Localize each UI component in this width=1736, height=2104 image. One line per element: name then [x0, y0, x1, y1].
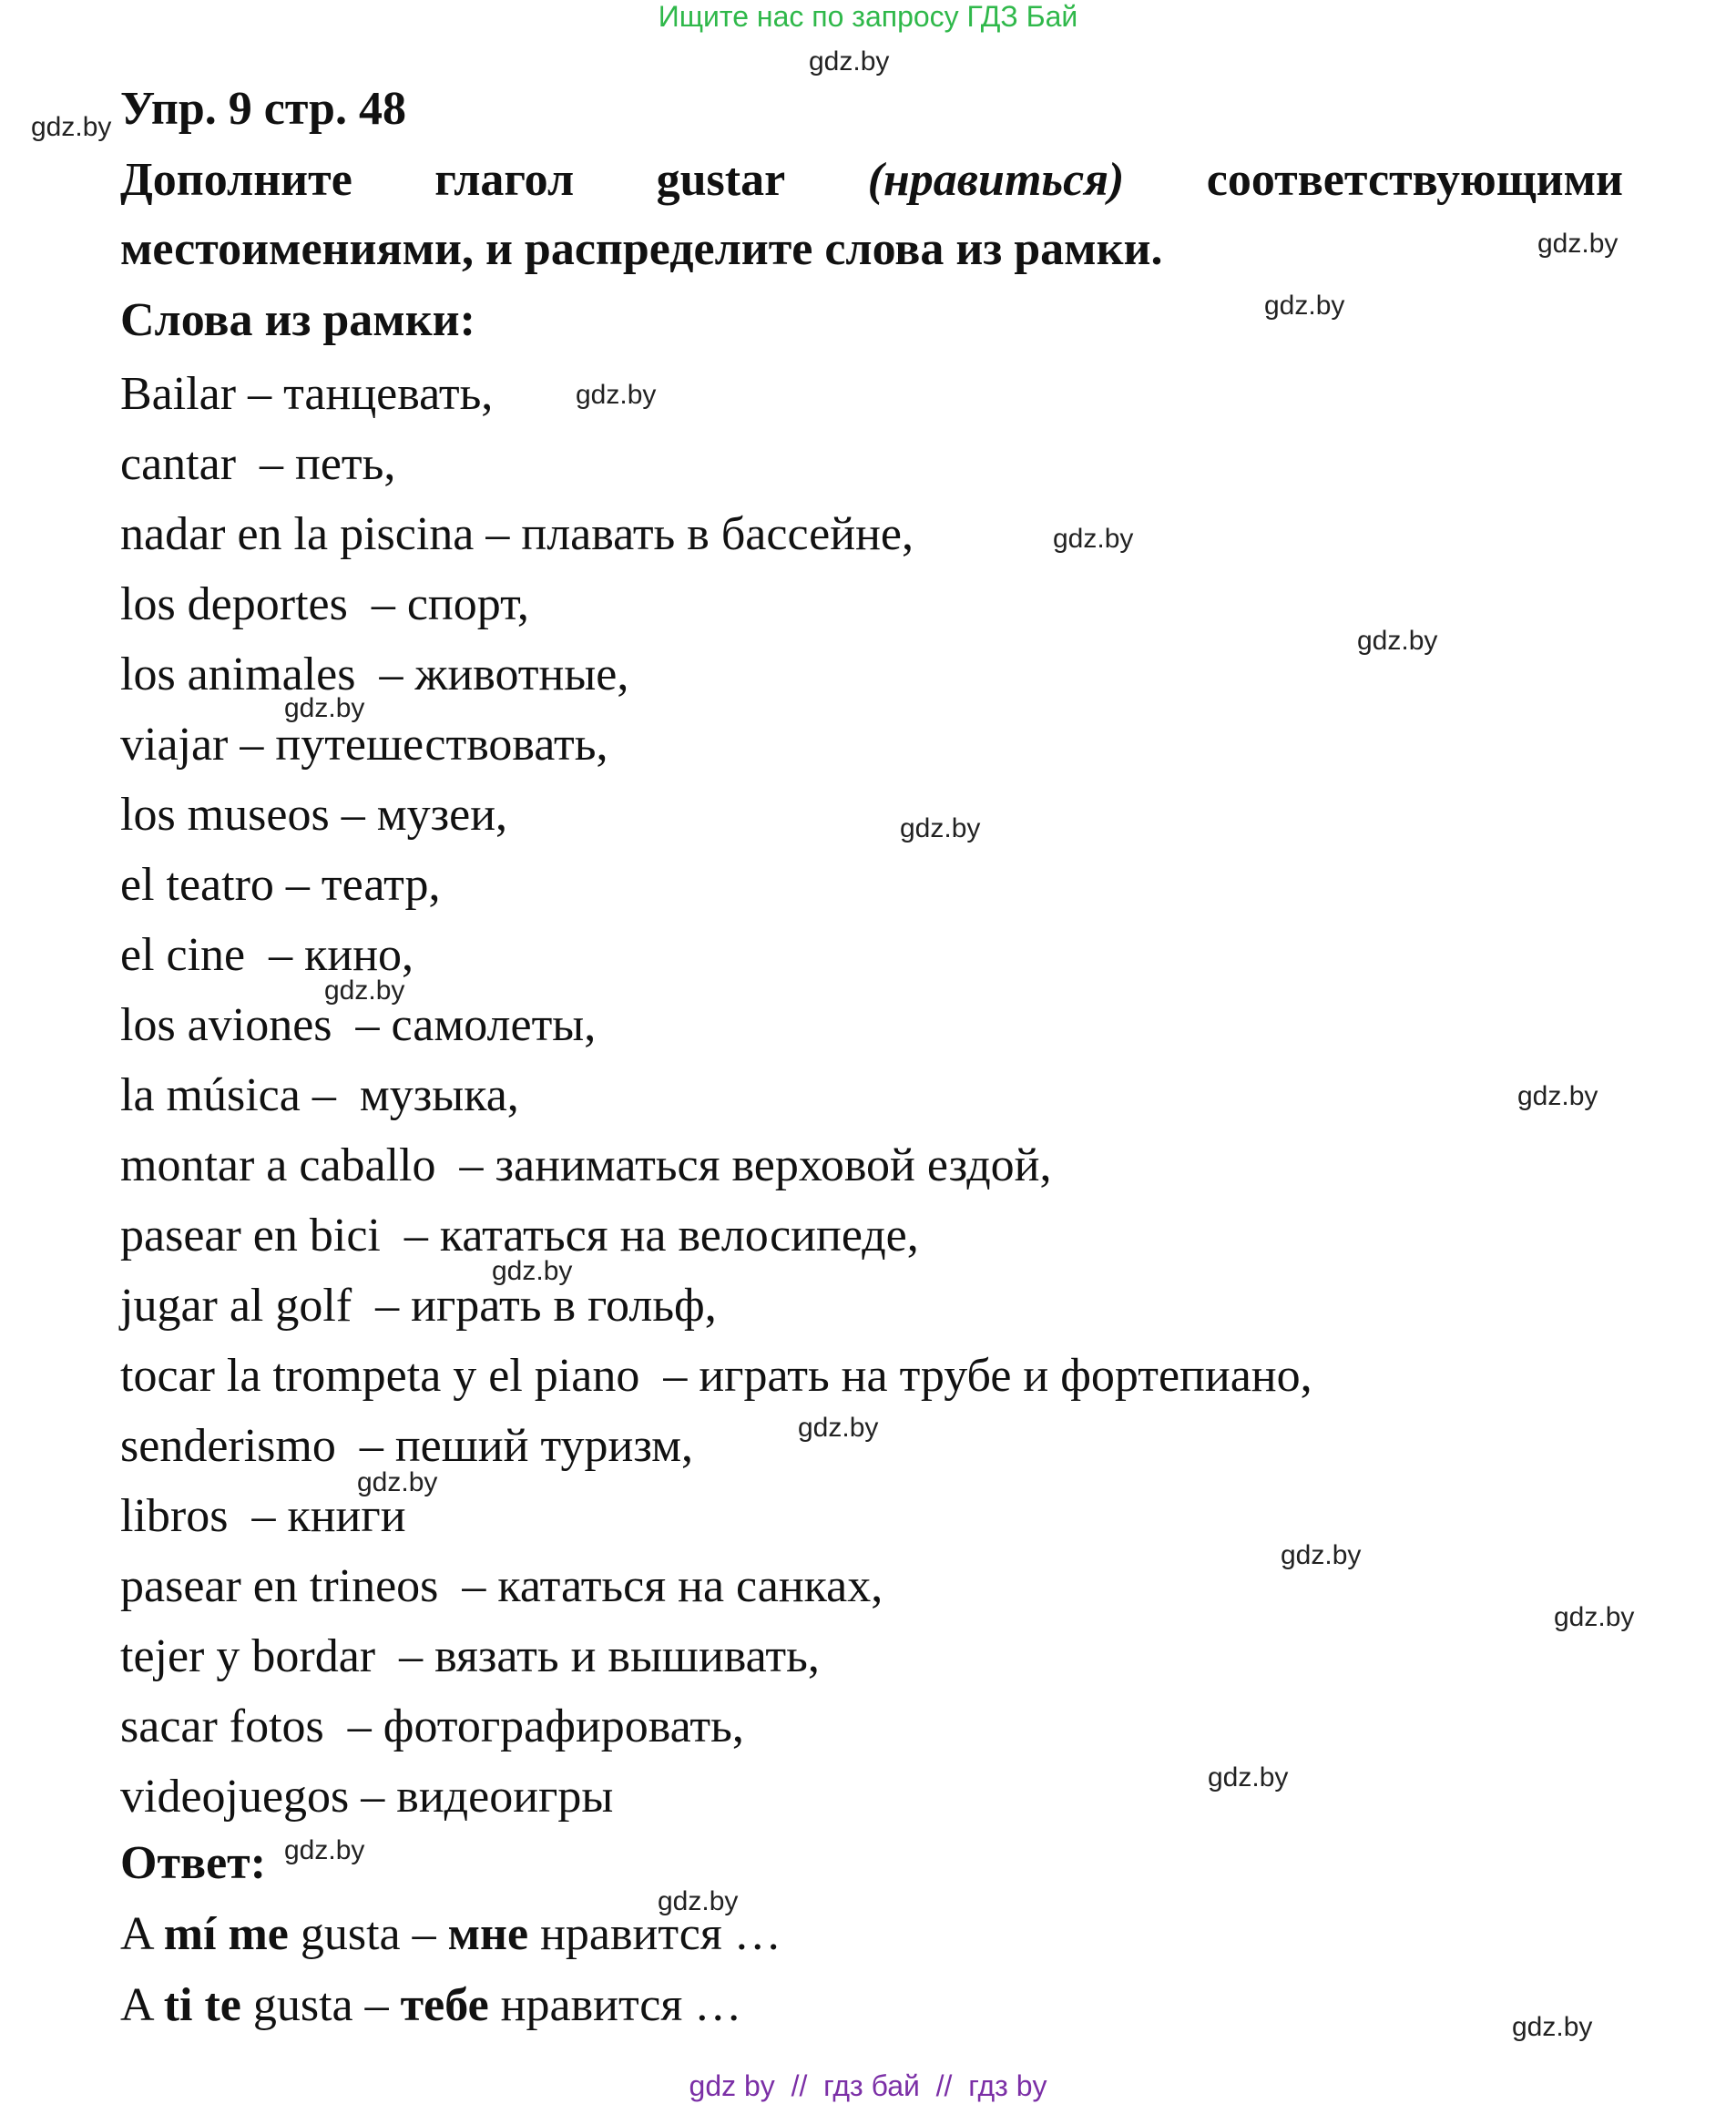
- dash: –: [248, 438, 296, 490]
- list-item: [120, 780, 1312, 850]
- spanish-word: la música: [120, 1069, 301, 1121]
- dash: –: [367, 649, 415, 700]
- words-heading: Слова из рамки:: [120, 294, 475, 346]
- spanish-word: libros: [120, 1490, 240, 1542]
- dash: –: [387, 1630, 435, 1682]
- dash: –: [651, 1350, 700, 1402]
- russian-word: кататься на велосипеде,: [439, 1210, 919, 1261]
- exercise-title: Упр. 9 стр. 48: [120, 83, 406, 135]
- watermark: gdz.by: [1517, 1081, 1598, 1111]
- spanish-word: Bailar: [120, 368, 237, 420]
- spanish-word: tocar la trompeta y el piano: [120, 1350, 652, 1402]
- answer-line: [120, 1978, 741, 2033]
- answer-pronoun: mí me: [163, 1908, 289, 1960]
- watermark: gdz.by: [576, 380, 657, 410]
- russian-word: играть на трубе и фортепиано,: [699, 1350, 1312, 1402]
- list-item: [120, 1762, 1312, 1832]
- watermark: gdz.by: [1537, 229, 1619, 259]
- word-list: [120, 359, 1312, 1832]
- list-item: [120, 1551, 1312, 1621]
- watermark: gdz.by: [1281, 1540, 1362, 1570]
- spanish-word: sacar fotos: [120, 1701, 336, 1752]
- list-item: [120, 1271, 1312, 1341]
- task-word: Дополните: [120, 154, 352, 206]
- list-item: [120, 920, 1312, 990]
- spanish-word: el cine: [120, 929, 258, 981]
- russian-word: театр,: [321, 859, 441, 911]
- dash: –: [329, 789, 377, 841]
- task-line-2: местоимениями, и распределите слова из рамки.: [120, 223, 1163, 275]
- list-item: [120, 1200, 1312, 1271]
- spanish-word: los museos: [120, 789, 330, 841]
- dash: –: [392, 1210, 440, 1261]
- list-item: [120, 1411, 1312, 1481]
- list-item: [120, 850, 1312, 920]
- spanish-word: los animales: [120, 649, 368, 700]
- spanish-word: los aviones: [120, 999, 344, 1051]
- spanish-word: tejer y bordar: [120, 1630, 388, 1682]
- russian-word: видеоигры: [396, 1771, 614, 1823]
- russian-word: животные,: [414, 649, 629, 700]
- watermark: gdz.by: [284, 693, 365, 723]
- list-item: [120, 359, 1312, 429]
- watermark: gdz.by: [324, 975, 405, 1006]
- spanish-word: nadar en la piscina: [120, 508, 475, 560]
- answer-verb: gusta –: [240, 1979, 401, 2031]
- watermark: gdz.by: [31, 112, 112, 142]
- dash: –: [447, 1139, 495, 1191]
- spanish-word: el teatro: [120, 859, 274, 911]
- spanish-word: pasear en bici: [120, 1210, 393, 1261]
- answer-ru-rest: нравится …: [528, 1908, 781, 1960]
- dash: –: [228, 719, 276, 771]
- dash: –: [347, 1420, 395, 1472]
- spanish-word: pasear en trineos: [120, 1560, 451, 1612]
- task-word: соответствующими: [1206, 154, 1623, 206]
- russian-word: книги: [287, 1490, 406, 1542]
- watermark: gdz.by: [284, 1835, 365, 1865]
- dash: –: [273, 859, 322, 911]
- answer-ru-rest: нравится …: [488, 1979, 742, 2031]
- russian-word: плавать в бассейне,: [521, 508, 914, 560]
- russian-word: заниматься верховой ездой,: [495, 1139, 1052, 1191]
- answer-pronoun: ti te: [163, 1979, 241, 2031]
- spanish-word: videojuegos: [120, 1771, 350, 1823]
- watermark: gdz.by: [658, 1886, 739, 1916]
- dash: –: [335, 1701, 383, 1752]
- task-word-italic: (нравиться): [867, 154, 1125, 206]
- russian-word: танцевать,: [283, 368, 494, 420]
- russian-word: путешествовать,: [275, 719, 608, 771]
- dash: –: [363, 1280, 412, 1332]
- dash: –: [359, 578, 407, 630]
- answer-ru-pronoun: тебе: [400, 1979, 489, 2031]
- russian-word: фотографировать,: [383, 1701, 744, 1752]
- answer-ru-pronoun: мне: [447, 1908, 529, 1960]
- watermark: gdz.by: [809, 46, 890, 77]
- dash: –: [349, 1771, 397, 1823]
- dash: –: [343, 999, 392, 1051]
- russian-word: играть в гольф,: [411, 1280, 717, 1332]
- watermark: gdz.by: [1053, 524, 1134, 554]
- dash: –: [450, 1560, 498, 1612]
- russian-word: самолеты,: [391, 999, 597, 1051]
- dash: –: [257, 929, 305, 981]
- spanish-word: cantar: [120, 438, 249, 490]
- answer-heading: Ответ:: [120, 1837, 267, 1889]
- watermark: gdz.by: [798, 1413, 879, 1443]
- list-item: [120, 1130, 1312, 1200]
- list-item: [120, 1341, 1312, 1411]
- list-item: [120, 1691, 1312, 1762]
- watermark: gdz.by: [1357, 626, 1438, 656]
- watermark: gdz.by: [357, 1467, 438, 1497]
- task-line-1: [120, 153, 1623, 208]
- list-item: [120, 429, 1312, 499]
- dash: –: [236, 368, 284, 420]
- list-item: [120, 1621, 1312, 1691]
- russian-word: кататься на санках,: [497, 1560, 883, 1612]
- spanish-word: montar a caballo: [120, 1139, 448, 1191]
- dash: –: [474, 508, 522, 560]
- dash: –: [300, 1069, 360, 1121]
- list-item: [120, 1481, 1312, 1551]
- dash: –: [240, 1490, 288, 1542]
- list-item: [120, 990, 1312, 1060]
- bottom-footer[interactable]: gdz by // гдз бай // гдз by: [689, 2069, 1047, 2102]
- russian-word: музеи,: [376, 789, 508, 841]
- spanish-word: jugar al golf: [120, 1280, 364, 1332]
- watermark: gdz.by: [1554, 1602, 1635, 1632]
- watermark: gdz.by: [1264, 291, 1345, 321]
- watermark: gdz.by: [1512, 2012, 1593, 2042]
- task-word: глагол: [434, 154, 575, 206]
- russian-word: петь,: [295, 438, 396, 490]
- watermark: gdz.by: [492, 1256, 573, 1286]
- spanish-word: viajar: [120, 719, 229, 771]
- russian-word: музыка,: [359, 1069, 519, 1121]
- answer-prefix: A: [120, 1979, 164, 2031]
- spanish-word: los deportes: [120, 578, 360, 630]
- task-word: gustar: [656, 154, 786, 206]
- task-instruction: [120, 153, 1623, 277]
- russian-word: спорт,: [406, 578, 529, 630]
- answer-verb: gusta –: [288, 1908, 448, 1960]
- list-item: [120, 1060, 1312, 1130]
- russian-word: пеший туризм,: [394, 1420, 694, 1472]
- russian-word: вязать и вышивать,: [434, 1630, 820, 1682]
- watermark: gdz.by: [1208, 1762, 1289, 1792]
- answer-prefix: A: [120, 1908, 164, 1960]
- russian-word: кино,: [304, 929, 414, 981]
- spanish-word: senderismo: [120, 1420, 348, 1472]
- watermark: gdz.by: [900, 813, 981, 843]
- top-banner[interactable]: Ищите нас по запросу ГДЗ Бай: [658, 0, 1078, 33]
- list-item: [120, 569, 1312, 639]
